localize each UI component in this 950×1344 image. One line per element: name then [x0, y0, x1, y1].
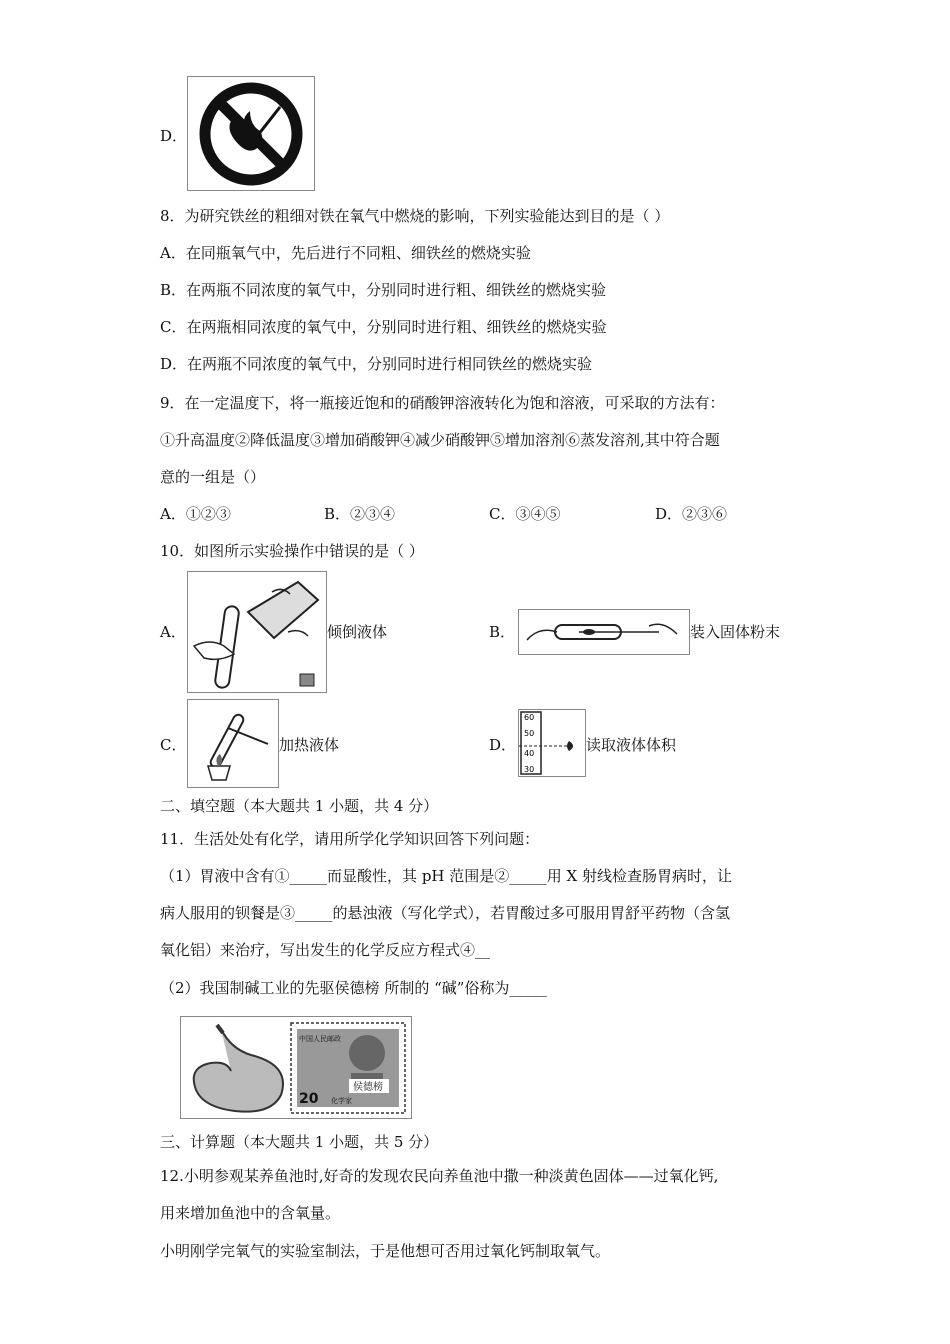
- stamp-country-text: 中国人民邮政: [299, 1035, 341, 1043]
- q10-c-text: 加热液体: [279, 736, 340, 754]
- q10-d-label: D．: [489, 736, 517, 754]
- stamp-name-text: 侯德榜: [353, 1082, 383, 1093]
- q11-part1-line2: 病人服用的钡餐是③_____的悬浊液（写化学式），若胃酸过多可服用胃舒平药物（含氢: [160, 904, 731, 922]
- q8-stem: 8．为研究铁丝的粗细对铁在氧气中燃烧的影响，下列实验能达到目的是（ ）: [160, 207, 670, 225]
- q10-a-text: 倾倒液体: [327, 623, 388, 641]
- q12-line2: 用来增加鱼池中的含氧量。: [160, 1204, 341, 1222]
- q12-line1: 12.小明参观某养鱼池时,好奇的发现农民向养鱼池中撒一种淡黄色固体——过氧化钙,: [160, 1167, 719, 1185]
- stomach-and-stamp-image: [180, 1016, 412, 1119]
- q10-b-label: B．: [489, 623, 516, 641]
- q12-line3: 小明刚学完氧气的实验室制法，于是他想可否用过氧化钙制取氧气。: [160, 1242, 611, 1260]
- q9-methods: ①升高温度②降低温度③增加硝酸钾④减少硝酸钾⑤增加溶剂⑥蒸发溶剂,其中符合题: [160, 431, 720, 449]
- q10-d-text: 读取液体体积: [586, 736, 677, 754]
- stamp-value-text: 20: [299, 1091, 319, 1107]
- no-fire-sign-image: [187, 76, 315, 191]
- no-fire-icon: [188, 77, 314, 190]
- q8-option-a: A．在同瓶氧气中，先后进行不同粗、细铁丝的燃烧实验: [160, 244, 531, 262]
- heating-liquid-image: [187, 699, 279, 788]
- q9-option-a: A．①②③: [160, 505, 231, 523]
- q10-a-label: A．: [160, 623, 186, 641]
- q11-part2: （2）我国制碱工业的先驱侯德榜 所制的 “碱”俗称为_____: [160, 979, 547, 997]
- q8-option-b: B．在两瓶不同浓度的氧气中，分别同时进行粗、细铁丝的燃烧实验: [160, 281, 607, 299]
- q10-c-label: C．: [160, 736, 187, 754]
- q9-option-c: C．③④⑤: [489, 505, 561, 523]
- q8-option-c: C．在两瓶相同浓度的氧气中，分别同时进行粗、细铁丝的燃烧实验: [160, 318, 607, 336]
- tick-60: 60: [524, 713, 535, 722]
- stamp-tag-text: 化学家: [331, 1097, 352, 1105]
- q10-stem: 10．如图所示实验操作中错误的是（ ）: [160, 542, 424, 560]
- tick-50: 50: [524, 729, 535, 738]
- section-2-heading: 二、填空题（本大题共 1 小题，共 4 分）: [160, 797, 439, 815]
- q11-part1-line3: 氧化铝）来治疗，写出发生的化学反应方程式④__: [160, 941, 491, 959]
- pouring-liquid-illustration: [188, 572, 326, 692]
- pouring-liquid-image: [187, 571, 327, 693]
- q11-stem: 11．生活处处有化学，请用所学化学知识回答下列问题：: [160, 830, 540, 848]
- loading-powder-illustration: [519, 610, 689, 654]
- q10-b-text: 装入固体粉末: [690, 623, 781, 641]
- tick-40: 40: [524, 749, 535, 758]
- loading-powder-image: [518, 609, 690, 655]
- q9-option-b: B．②③④: [324, 505, 396, 523]
- graduated-cylinder-illustration: [519, 710, 585, 776]
- stomach-stamp-illustration: [181, 1017, 411, 1118]
- reading-volume-image: [518, 709, 586, 777]
- q9-stem: 9．在一定温度下，将一瓶接近饱和的硝酸钾溶液转化为饱和溶液，可采取的方法有：: [160, 394, 725, 412]
- q7-option-d-label: D．: [160, 127, 188, 145]
- q8-option-d: D．在两瓶不同浓度的氧气中，分别同时进行相同铁丝的燃烧实验: [160, 355, 593, 373]
- q11-part1-line1: （1）胃液中含有①_____而显酸性，其 pH 范围是②_____用 X 射线检查肠胃病时，让: [160, 867, 732, 885]
- section-3-heading: 三、计算题（本大题共 1 小题，共 5 分）: [160, 1133, 439, 1151]
- q9-option-d: D．②③⑥: [655, 505, 728, 523]
- heating-liquid-illustration: [188, 700, 278, 787]
- tick-30: 30: [524, 765, 535, 774]
- q9-stem-end: 意的一组是（）: [160, 468, 266, 486]
